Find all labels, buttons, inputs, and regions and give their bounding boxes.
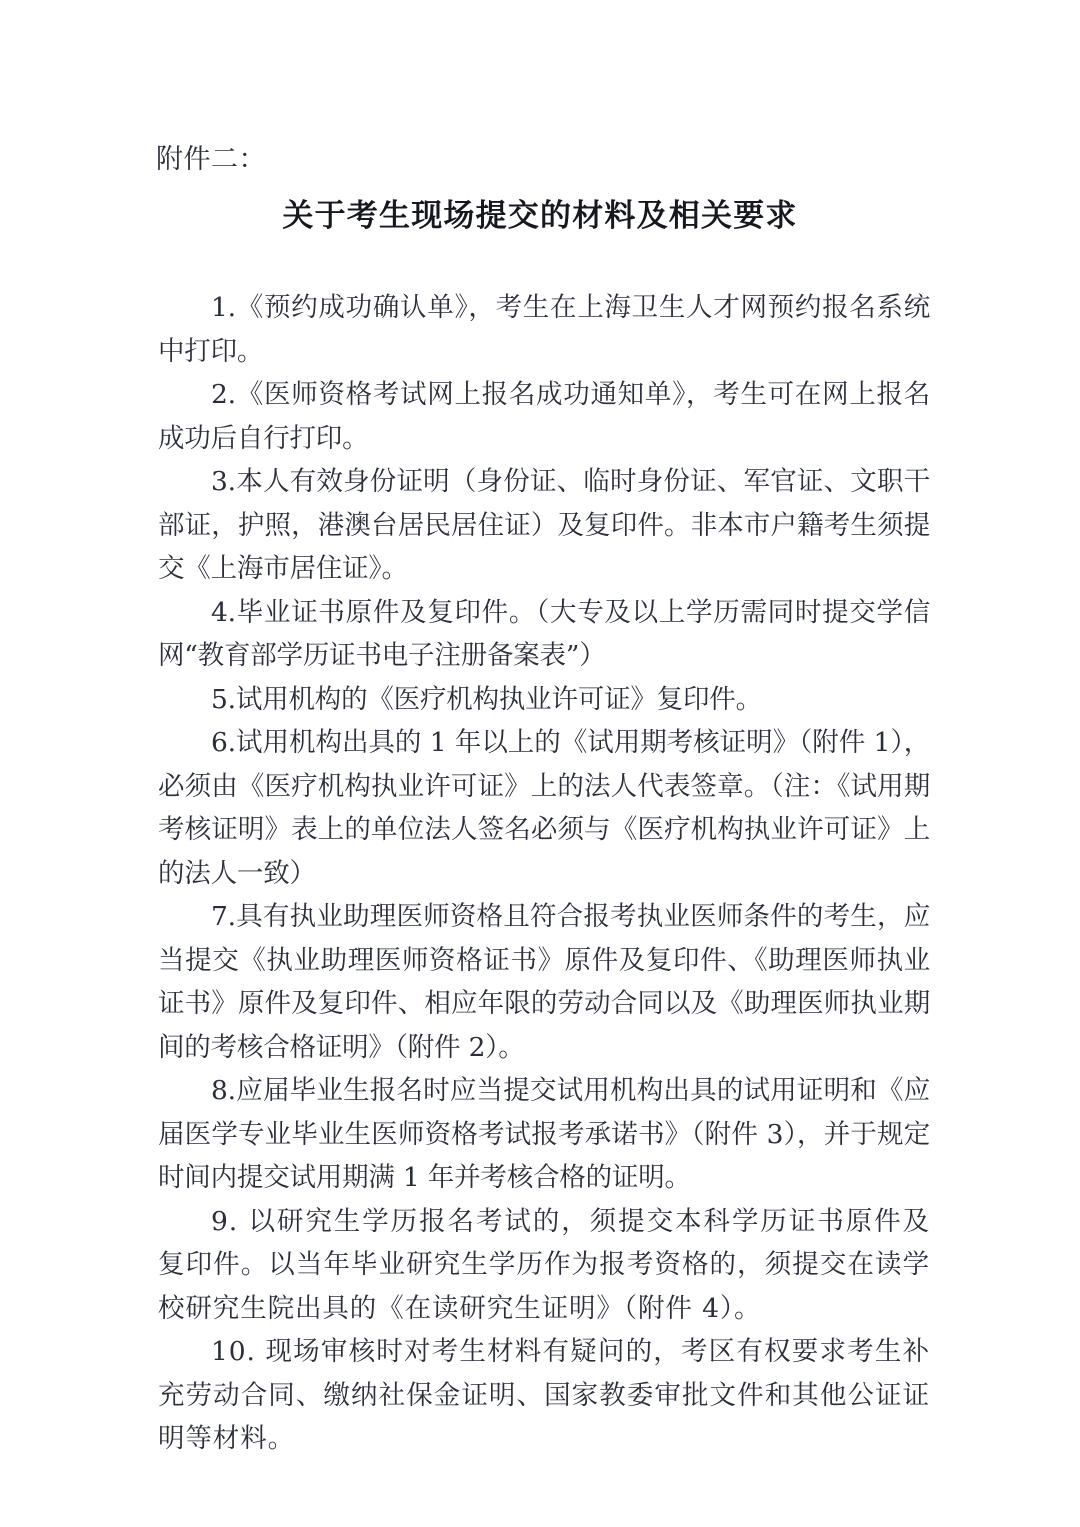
- list-item: 2.《医师资格考试网上报名成功通知单》，考生可在网上报名成功后自行打印。: [158, 379, 930, 454]
- document-body: [158, 286, 930, 1461]
- list-item: 10. 现场审核时对考生材料有疑问的，考区有权要求考生补充劳动合同、缴纳社保金证明、国家教委审批文件和其他公证证明等材料。: [158, 1336, 930, 1454]
- list-item: 6.试用机构出具的 1 年以上的《试用期考核证明》（附件 1），必须由《医疗机构执业许可证》上的法人代表签章。（注：《试用期考核证明》表上的单位法人签名必须与《医疗机构执业许可证》上的法人一致）: [158, 727, 930, 889]
- list-item: 1.《预约成功确认单》，考生在上海卫生人才网预约报名系统中打印。: [158, 292, 930, 367]
- attachment-label: 附件二：: [156, 144, 266, 175]
- list-item: 4.毕业证书原件及复印件。（大专及以上学历需同时提交学信网“教育部学历证书电子注册备案表”）: [158, 596, 930, 671]
- list-item: 9. 以研究生学历报名考试的，须提交本科学历证书原件及复印件。以当年毕业研究生学历作为报考资格的，须提交在读学校研究生院出具的《在读研究生证明》（附件 4）。: [158, 1205, 930, 1324]
- page-title: 关于考生现场提交的材料及相关要求: [282, 198, 798, 233]
- list-item: 8.应届毕业生报名时应当提交试用机构出具的试用证明和《应届医学专业毕业生医师资格考试报考承诺书》（附件 3），并于规定时间内提交试用期满 1 年并考核合格的证明。: [158, 1075, 930, 1193]
- list-item: 3.本人有效身份证明（身份证、临时身份证、军官证、文职干部证，护照，港澳台居民居住证）及复印件。非本市户籍考生须提交《上海市居住证》。: [158, 466, 930, 584]
- list-item: 5.试用机构的《医疗机构执业许可证》复印件。: [211, 683, 762, 715]
- list-item: 7.具有执业助理医师资格且符合报考执业医师条件的考生，应当提交《执业助理医师资格证书》原件及复印件、《助理医师执业证书》原件及复印件、相应年限的劳动合同以及《助理医师执业期间的考核合格证明》（附件 2）。: [158, 901, 930, 1063]
